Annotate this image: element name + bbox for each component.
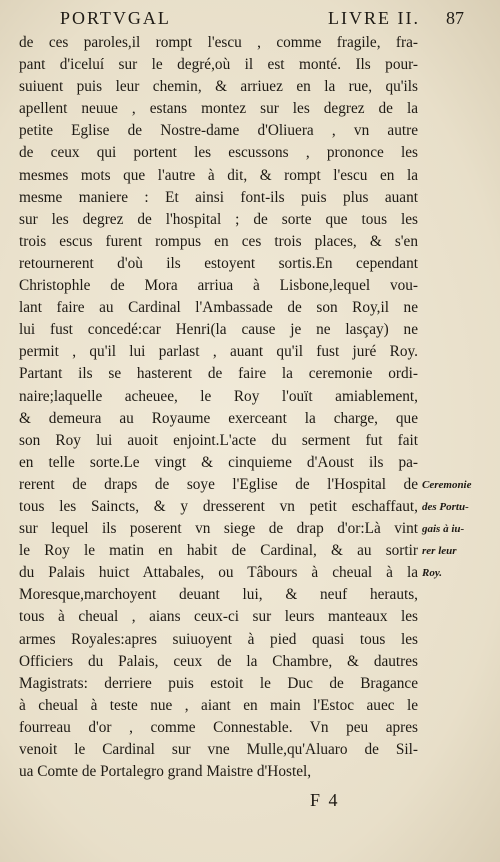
text-line: pant d'iceluí sur le degré,où il est monté. Ils pour-	[19, 56, 418, 74]
margin-note	[422, 474, 498, 584]
page-number: 87	[446, 7, 464, 28]
text-line: lant faire au Cardinal l'Ambassade de son Roy,il ne	[19, 299, 418, 317]
text-line: ua Comte de Portalegro grand Maistre d'Hostel,	[19, 763, 312, 781]
running-title-right: LIVRE II.	[328, 7, 420, 28]
margin-note-line: gais à iu-	[422, 523, 465, 535]
text-line: sur les degrez de l'hospital ; de sorte que tous les	[19, 210, 418, 228]
text-line: Officiers du Palais, ceux de la Chambre, & dautres	[19, 652, 418, 670]
margin-note-line: Roy.	[422, 567, 443, 579]
running-title-left: PORTVGAL	[60, 7, 171, 28]
text-line: tous à cheual , aians ceux-ci sur leurs manteaux les	[19, 608, 418, 626]
text-line: fourreau d'or , comme Connestable. Vn peu apres	[19, 718, 418, 736]
margin-note-line: des Portu-	[422, 501, 469, 513]
body-text	[19, 32, 418, 783]
text-line: rerent de draps de soye l'Eglise de l'Hospital de	[19, 475, 418, 493]
signature-mark: F 4	[310, 790, 340, 810]
text-line: venoit le Cardinal sur vne Mulle,qu'Aluaro de Sil-	[19, 741, 418, 758]
text-line: permit , qu'il lui parlast , auant qu'il fust juré Roy.	[19, 343, 418, 361]
text-line: suiuent puis leur chemin, & arriuez en la rue, qu'ils	[19, 78, 418, 96]
text-line: du Palais huict Attabales, ou Tâbours à cheual à la	[19, 564, 418, 582]
text-line: petite Eglise de Nostre-dame d'Oliuera , vn autre	[19, 122, 418, 140]
text-line: son Roy lui auoit enjoint.L'acte du serment fut fait	[19, 431, 418, 449]
text-line: mesme maniere : Et ainsi font-ils puis plus auant	[19, 188, 418, 206]
text-line: naire;laquelle acheuee, le Roy l'ouït amiablement,	[19, 387, 418, 405]
text-line: mesmes mots que l'autre à dit, & rompt l'escu en la	[19, 166, 418, 184]
margin-note-line: rer leur	[422, 545, 457, 557]
text-line: lui fust concedé:car Henri(la cause je ne lasçay) ne	[19, 321, 418, 339]
text-line: Magistrats: derriere puis estoit le Duc de Bragance	[19, 674, 418, 692]
text-line: de ceux qui portent les escussons , prononce les	[19, 144, 418, 162]
text-line: Christophle de Mora arriua à Lisbone,lequel vou-	[19, 277, 418, 295]
text-line: Partant ils se hasterent de faire la ceremonie ordi-	[19, 365, 418, 383]
text-line: apellent neuue , estans montez sur les degrez de la	[19, 100, 418, 118]
text-line: de ces paroles,il rompt l'escu , comme fragile, fra-	[19, 34, 418, 51]
text-line: en telle sorte.Le vingt & cinquieme d'Aoust ils pa-	[19, 453, 418, 471]
text-line: tous les Saincts, & y dresserent vn petit eschaffaut,	[19, 497, 418, 515]
text-line: Moresque,marchoyent deuant lui, & neuf herauts,	[19, 586, 418, 604]
text-line: à cheual à teste nue , aiant en main l'Estoc auec le	[19, 696, 418, 714]
text-line: retournerent d'où ils estoyent sortis.En cependant	[19, 254, 418, 272]
text-line: armes Royales:apres suiuoyent à pied quasi tous les	[19, 630, 418, 648]
margin-note-line: Ceremonie	[422, 479, 472, 491]
text-line: sur lequel ils poserent vn siege de drap d'or:Là vint	[19, 520, 418, 538]
text-line: trois escus furent rompus en ces trois places, & s'en	[19, 232, 418, 250]
text-line: le Roy le matin en habit de Cardinal, & au sortir	[19, 542, 418, 560]
text-line: & demeura au Royaume exerceant la charge, que	[19, 409, 418, 427]
running-header	[60, 5, 420, 31]
